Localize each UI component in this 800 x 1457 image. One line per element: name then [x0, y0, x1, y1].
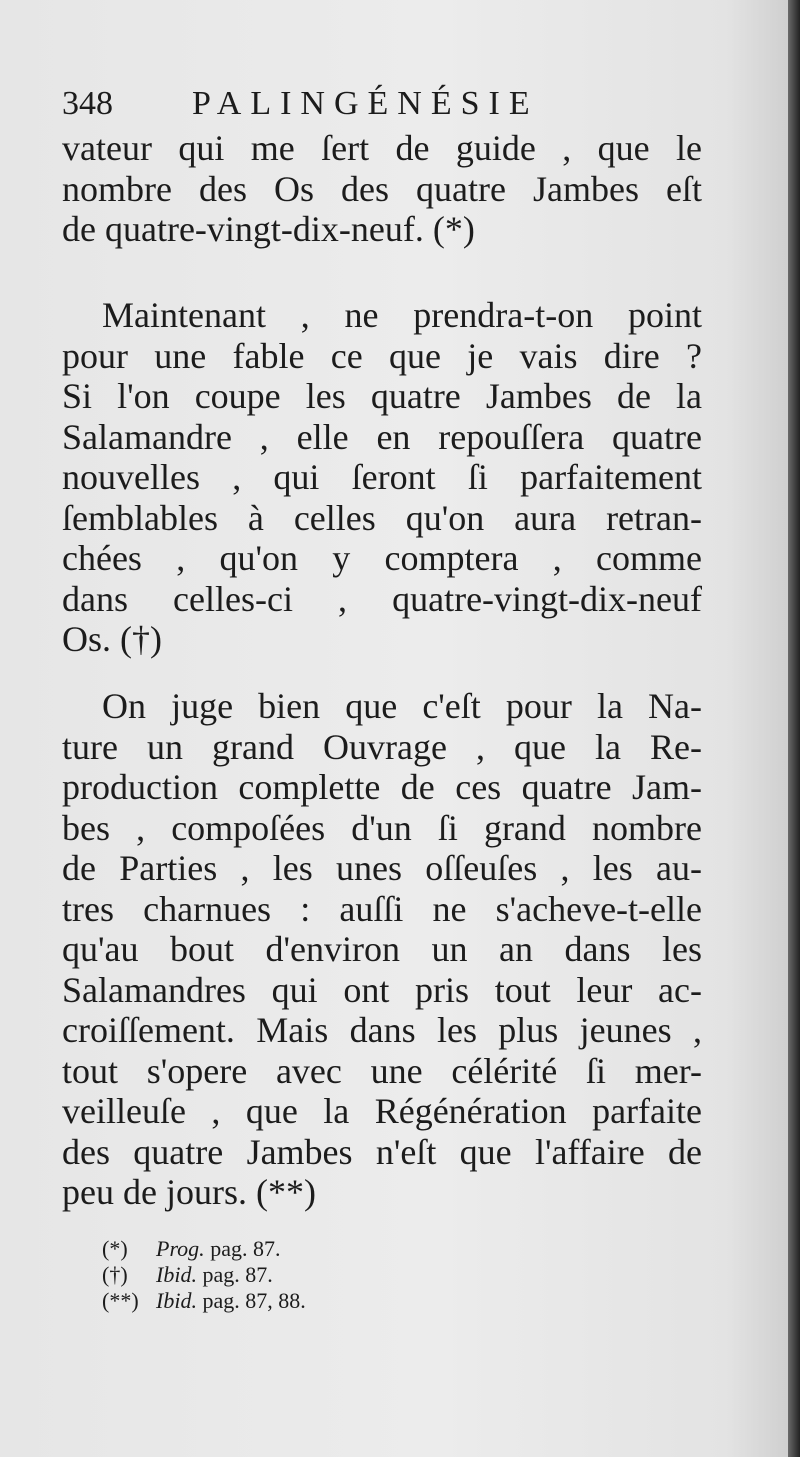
footnotes: [102, 1236, 422, 1314]
text-line: Os. (†): [62, 619, 162, 659]
footnote-text: pag. 87.: [210, 1236, 281, 1261]
text-line: de quatre-vingt-dix-neuf. (*): [62, 209, 475, 249]
paragraph-2: [62, 295, 702, 660]
footnote-mark: (*): [102, 1236, 128, 1261]
text-line: vateur qui me ſert de guide , que le: [62, 128, 702, 168]
book-spine-edge: [788, 0, 800, 1457]
text-line: nombre des Os des quatre Jambes eſt: [62, 168, 702, 209]
footnote-text: pag. 87.: [202, 1262, 273, 1287]
footnote-mark: (†): [102, 1262, 128, 1287]
text-line: nouvelles , qui ſeront ſi parfaitement: [62, 457, 702, 497]
footnote: [102, 1288, 422, 1314]
text-line: Maintenant , ne prendra-t-on point: [102, 295, 702, 335]
footnote-mark: (**): [102, 1288, 139, 1313]
text-line: peu de jours. (**): [62, 1172, 316, 1212]
footnote: [102, 1236, 422, 1262]
text-line: ſemblables à celles qu'on aura retran-: [62, 497, 702, 538]
text-line: Si l'on coupe les quatre Jambes de la: [62, 376, 702, 416]
footnote: [102, 1262, 422, 1288]
text-line: de Parties , les unes oſſeuſes , les au-: [62, 848, 702, 888]
text-line: tout s'opere avec une célérité ſi mer-: [62, 1050, 702, 1091]
paragraph-3: [62, 686, 702, 1213]
text-line: chées , qu'on y comptera , comme: [62, 538, 702, 578]
paragraph-1: [62, 128, 702, 250]
text-line: bes , compoſées d'un ſi grand nombre: [62, 807, 702, 848]
text-line: Salamandre , elle en repouſſera quatre: [62, 416, 702, 457]
text-line: pour une fable ce que je vais dire ?: [62, 335, 702, 376]
text-line: production complette de ces quatre Jam-: [62, 767, 702, 807]
text-line: ture un grand Ouvrage , que la Re-: [62, 726, 702, 767]
text-line: croiſſement. Mais dans les plus jeunes ,: [62, 1010, 702, 1050]
text-line: tres charnues : auſſi ne s'acheve-t-elle: [62, 888, 702, 929]
text-line: Salamandres qui ont pris tout leur ac-: [62, 969, 702, 1010]
text-line: des quatre Jambes n'eſt que l'affaire de: [62, 1131, 702, 1172]
footnote-ref: Prog.: [156, 1236, 205, 1261]
footnote-ref: Ibid.: [156, 1288, 197, 1313]
text-line: On juge bien que c'eſt pour la Na-: [102, 686, 702, 726]
text-line: veilleuſe , que la Régénération parfaite: [62, 1091, 702, 1131]
page-number: 348: [62, 85, 113, 122]
text-line: dans celles-ci , quatre-vingt-dix-neuf: [62, 578, 702, 619]
footnote-text: pag. 87, 88.: [202, 1288, 306, 1313]
text-line: qu'au bout d'environ un an dans les: [62, 929, 702, 969]
running-header: [62, 86, 702, 122]
running-title: PALINGÉNÉSIE: [192, 85, 539, 122]
footnote-ref: Ibid.: [156, 1262, 197, 1287]
